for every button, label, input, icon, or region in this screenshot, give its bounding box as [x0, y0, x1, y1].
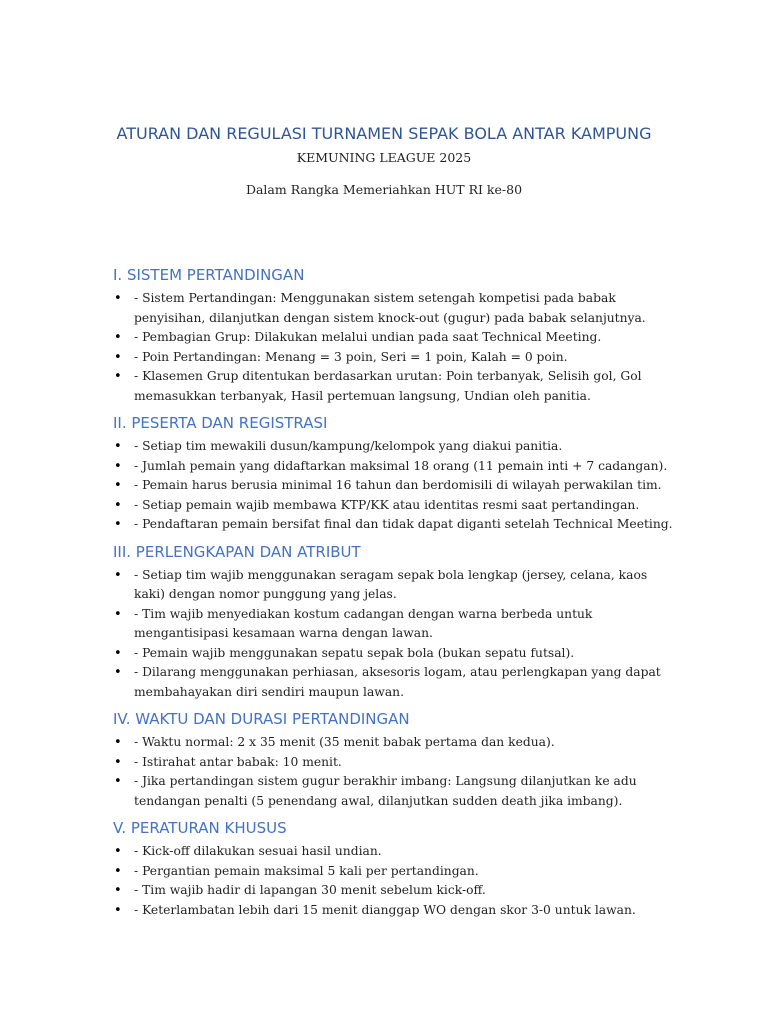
list-item — [113, 328, 673, 348]
bullet-list — [113, 289, 673, 406]
bullet-icon: • — [114, 439, 122, 454]
list-item-text: - Waktu normal: 2 x 35 menit (35 menit babak pertama dan kedua). — [134, 735, 555, 749]
section — [113, 708, 673, 811]
section — [113, 264, 673, 406]
list-item — [113, 901, 673, 921]
bullet-icon: • — [114, 517, 122, 532]
document-occasion: Dalam Rangka Memeriahkan HUT RI ke-80 — [245, 182, 523, 197]
list-item-text: - Pembagian Grup: Dilakukan melalui undian pada saat Technical Meeting. — [134, 330, 602, 344]
bullet-list — [113, 733, 673, 811]
list-item-text: - Tim wajib hadir di lapangan 30 menit sebelum kick-off. — [134, 883, 486, 897]
section — [113, 541, 673, 703]
bullet-icon: • — [114, 369, 122, 384]
list-item-text: - Jika pertandingan sistem gugur berakhir imbang: Langsung dilanjutkan ke adu tendangan penalti (5 penendang awal, dilanjutkan sudden death jika imbang). — [134, 774, 637, 808]
list-item-text: - Jumlah pemain yang didaftarkan maksimal 18 orang (11 pemain inti + 7 cadangan). — [134, 458, 668, 473]
list-item — [113, 367, 673, 406]
bullet-icon: • — [114, 458, 122, 474]
list-item — [113, 476, 673, 496]
list-item-text: - Istirahat antar babak: 10 menit. — [134, 754, 342, 769]
list-item — [113, 663, 673, 702]
bullet-icon: • — [114, 754, 122, 770]
list-item-text: - Setiap tim mewakili dusun/kampung/kelompok yang diakui panitia. — [134, 439, 563, 453]
list-item-text: - Dilarang menggunakan perhiasan, aksesoris logam, atau perlengkapan yang dapat membahayakan diri sendiri maupun lawan. — [134, 665, 661, 699]
section-heading: II. PESERTA DAN REGISTRASI — [113, 414, 328, 432]
list-item — [113, 881, 673, 901]
list-item — [113, 862, 673, 882]
list-item — [113, 842, 673, 862]
bullet-icon: • — [114, 478, 122, 493]
list-item — [113, 289, 673, 328]
bullet-icon: • — [114, 645, 122, 661]
section — [113, 412, 673, 535]
list-item — [113, 348, 673, 368]
list-item-text: - Pergantian pemain maksimal 5 kali per pertandingan. — [134, 863, 479, 878]
list-item-text: - Setiap pemain wajib membawa KTP/KK atau identitas resmi saat pertandingan. — [134, 497, 640, 512]
bullet-icon: • — [114, 349, 122, 365]
bullet-icon: • — [114, 497, 122, 513]
rules-sections — [113, 264, 673, 926]
list-item-text: - Pendaftaran pemain bersifat final dan tidak dapat diganti setelah Technical Meeting. — [134, 517, 673, 531]
list-item — [113, 753, 673, 773]
document-subtitle: KEMUNING LEAGUE 2025 — [296, 150, 472, 165]
section-heading: V. PERATURAN KHUSUS — [113, 819, 287, 837]
list-item — [113, 457, 673, 477]
list-item-text: - Sistem Pertandingan: Menggunakan sistem setengah kompetisi pada babak penyisihan, dilanjutkan dengan sistem knock-out (gugur) pada babak selanjutnya. — [134, 291, 646, 325]
section-heading: IV. WAKTU DAN DURASI PERTANDINGAN — [113, 710, 410, 728]
list-item — [113, 605, 673, 644]
bullet-list — [113, 437, 673, 535]
section-heading: III. PERLENGKAPAN DAN ATRIBUT — [113, 542, 361, 561]
list-item-text: - Pemain wajib menggunakan sepatu sepak bola (bukan sepatu futsal). — [134, 645, 575, 660]
list-item — [113, 566, 673, 605]
bullet-icon: • — [114, 665, 122, 680]
list-item-text: - Keterlambatan lebih dari 15 menit dianggap WO dengan skor 3-0 untuk lawan. — [134, 902, 636, 917]
bullet-list — [113, 566, 673, 703]
document-title: ATURAN DAN REGULASI TURNAMEN SEPAK BOLA ANTAR KAMPUNG — [116, 124, 652, 143]
list-item-text: - Setiap tim wajib menggunakan seragam sepak bola lengkap (jersey, celana, kaos kaki) dengan nomor punggung yang jelas. — [134, 567, 648, 601]
section — [113, 817, 673, 920]
list-item-text: - Pemain harus berusia minimal 16 tahun dan berdomisili di wilayah perwakilan tim. — [134, 478, 662, 492]
bullet-icon: • — [114, 291, 122, 306]
section-heading: I. SISTEM PERTANDINGAN — [113, 266, 305, 284]
list-item-text: - Klasemen Grup ditentukan berdasarkan urutan: Poin terbanyak, Selisih gol, Gol memasukkan terbanyak, Hasil pertemuan langsung, Undian oleh panitia. — [134, 369, 642, 403]
list-item — [113, 496, 673, 516]
bullet-icon: • — [114, 902, 122, 918]
bullet-icon: • — [114, 606, 122, 622]
list-item-text: - Kick-off dilakukan sesuai hasil undian. — [134, 844, 382, 858]
list-item — [113, 644, 673, 664]
list-item — [113, 437, 673, 457]
bullet-list — [113, 842, 673, 920]
list-item — [113, 733, 673, 753]
list-item — [113, 772, 673, 811]
bullet-icon: • — [114, 735, 122, 750]
list-item-text: - Tim wajib menyediakan kostum cadangan dengan warna berbeda untuk mengantisipasi kesamaan warna dengan lawan. — [134, 606, 593, 640]
bullet-icon: • — [114, 774, 122, 789]
bullet-icon: • — [114, 567, 122, 583]
bullet-icon: • — [114, 330, 122, 345]
bullet-icon: • — [114, 883, 122, 898]
list-item — [113, 515, 673, 535]
bullet-icon: • — [114, 863, 122, 879]
bullet-icon: • — [114, 844, 122, 859]
list-item-text: - Poin Pertandingan: Menang = 3 poin, Seri = 1 poin, Kalah = 0 poin. — [134, 349, 568, 364]
